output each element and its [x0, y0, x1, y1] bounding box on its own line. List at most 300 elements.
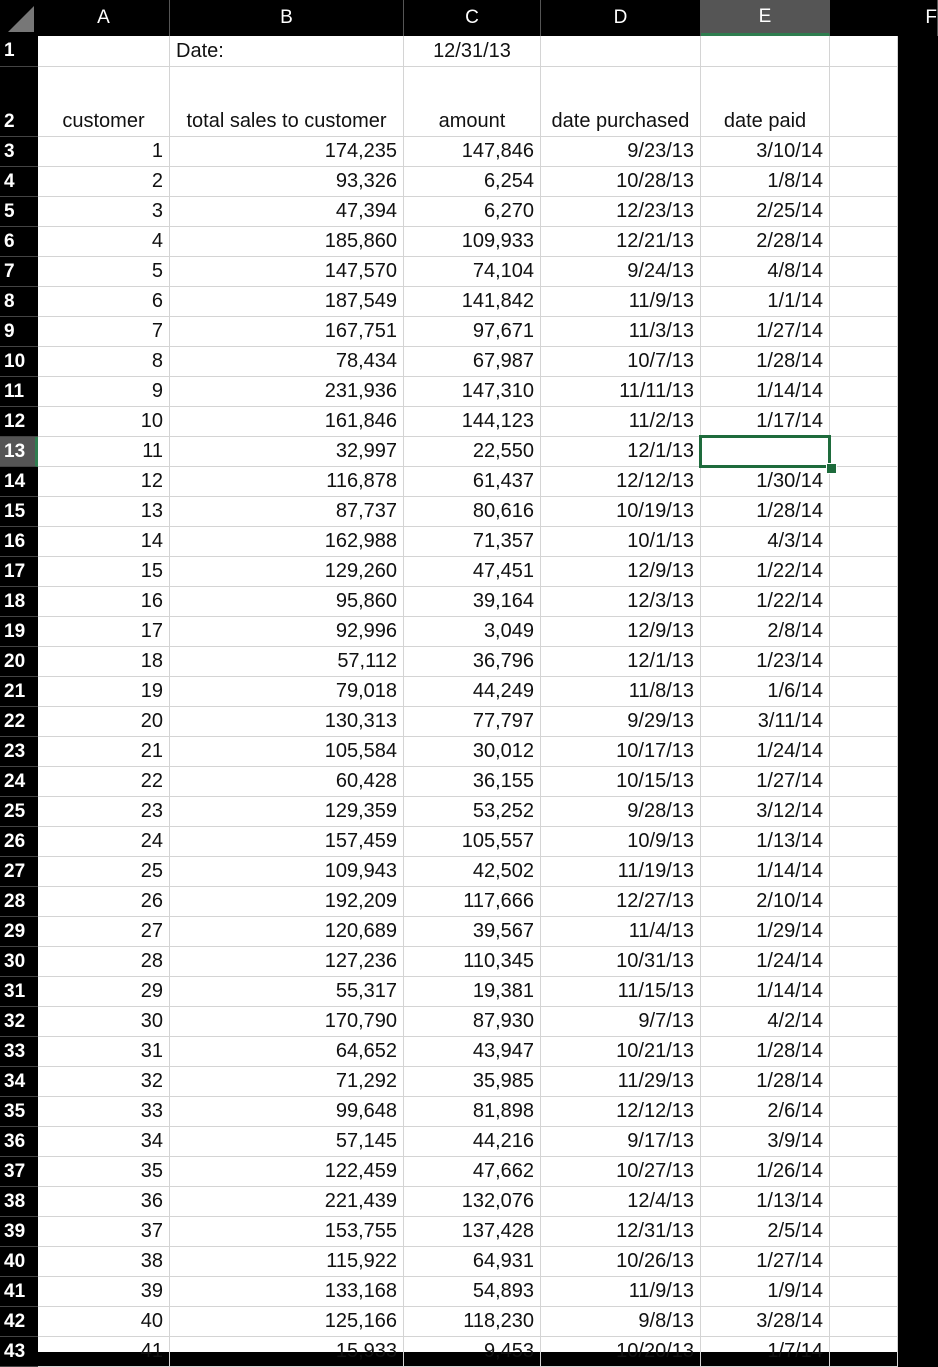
row-header-10[interactable]: 10: [0, 347, 38, 377]
data-cell[interactable]: 36,155: [404, 767, 541, 797]
data-cell[interactable]: 23: [38, 797, 170, 827]
data-cell[interactable]: 2: [38, 167, 170, 197]
data-cell[interactable]: 153,755: [170, 1217, 404, 1247]
data-cell[interactable]: 5: [38, 257, 170, 287]
cell[interactable]: [830, 1187, 898, 1217]
row-header-19[interactable]: 19: [0, 617, 38, 647]
row-header-36[interactable]: 36: [0, 1127, 38, 1157]
row-header-20[interactable]: 20: [0, 647, 38, 677]
data-cell[interactable]: 35,985: [404, 1067, 541, 1097]
data-cell[interactable]: 10/31/13: [541, 947, 701, 977]
data-cell[interactable]: 78,434: [170, 347, 404, 377]
row-header-31[interactable]: 31: [0, 977, 38, 1007]
cell[interactable]: [830, 737, 898, 767]
column-header-d[interactable]: D: [541, 0, 701, 36]
data-cell[interactable]: 125,166: [170, 1307, 404, 1337]
data-cell[interactable]: 221,439: [170, 1187, 404, 1217]
data-cell[interactable]: 44,249: [404, 677, 541, 707]
cell[interactable]: [830, 467, 898, 497]
data-cell[interactable]: 29: [38, 977, 170, 1007]
data-cell[interactable]: 11/9/13: [541, 287, 701, 317]
row-header-37[interactable]: 37: [0, 1157, 38, 1187]
cell[interactable]: [830, 947, 898, 977]
cell[interactable]: [38, 36, 170, 67]
data-cell[interactable]: 133,168: [170, 1277, 404, 1307]
row-header-17[interactable]: 17: [0, 557, 38, 587]
fill-handle[interactable]: [826, 463, 837, 474]
data-cell[interactable]: 10/1/13: [541, 527, 701, 557]
data-cell[interactable]: 157,459: [170, 827, 404, 857]
data-cell[interactable]: 10/27/13: [541, 1157, 701, 1187]
data-cell[interactable]: 9: [38, 377, 170, 407]
cell[interactable]: [830, 707, 898, 737]
data-cell[interactable]: 118,230: [404, 1307, 541, 1337]
data-cell[interactable]: 38: [38, 1247, 170, 1277]
data-cell[interactable]: 11/8/13: [541, 677, 701, 707]
data-cell[interactable]: 32,997: [170, 437, 404, 467]
data-cell[interactable]: 144,123: [404, 407, 541, 437]
data-cell[interactable]: 42,502: [404, 857, 541, 887]
row-header-4[interactable]: 4: [0, 167, 38, 197]
data-cell[interactable]: 1/9/14: [701, 1277, 830, 1307]
data-cell[interactable]: 12/12/13: [541, 467, 701, 497]
data-cell[interactable]: 1/30/14: [701, 467, 830, 497]
data-cell[interactable]: 10/21/13: [541, 1037, 701, 1067]
data-cell[interactable]: 64,652: [170, 1037, 404, 1067]
data-cell[interactable]: 7: [38, 317, 170, 347]
data-cell[interactable]: 71,292: [170, 1067, 404, 1097]
data-cell[interactable]: 105,584: [170, 737, 404, 767]
data-cell[interactable]: 2/28/14: [701, 227, 830, 257]
data-cell[interactable]: 11/4/13: [541, 917, 701, 947]
data-cell[interactable]: 2/8/14: [701, 617, 830, 647]
cell[interactable]: [830, 287, 898, 317]
data-cell[interactable]: 57,112: [170, 647, 404, 677]
data-cell[interactable]: 1/26/14: [701, 1157, 830, 1187]
data-cell[interactable]: 117,666: [404, 887, 541, 917]
data-cell[interactable]: 15,933: [170, 1337, 404, 1367]
data-cell[interactable]: 11: [38, 437, 170, 467]
cell[interactable]: [830, 977, 898, 1007]
data-cell[interactable]: 141,842: [404, 287, 541, 317]
cell[interactable]: [830, 677, 898, 707]
column-title-cell[interactable]: total sales to customer: [170, 67, 404, 137]
row-header-41[interactable]: 41: [0, 1277, 38, 1307]
data-cell[interactable]: 1/28/14: [701, 1037, 830, 1067]
data-cell[interactable]: 1/13/14: [701, 1187, 830, 1217]
column-header-a[interactable]: A: [38, 0, 170, 36]
column-header-c[interactable]: C: [404, 0, 541, 36]
cell[interactable]: [830, 36, 898, 67]
data-cell[interactable]: 57,145: [170, 1127, 404, 1157]
data-cell[interactable]: 77,797: [404, 707, 541, 737]
data-cell[interactable]: 12/27/13: [541, 887, 701, 917]
cell[interactable]: [830, 1067, 898, 1097]
cell[interactable]: [830, 557, 898, 587]
cell[interactable]: [830, 1097, 898, 1127]
row-header-11[interactable]: 11: [0, 377, 38, 407]
data-cell[interactable]: 11/2/13: [541, 407, 701, 437]
data-cell[interactable]: 2/10/14: [701, 887, 830, 917]
data-cell[interactable]: 122,459: [170, 1157, 404, 1187]
data-cell[interactable]: 36: [38, 1187, 170, 1217]
data-cell[interactable]: 18: [38, 647, 170, 677]
data-cell[interactable]: 11/9/13: [541, 1277, 701, 1307]
data-cell[interactable]: 1/14/14: [701, 977, 830, 1007]
cell[interactable]: [830, 767, 898, 797]
data-cell[interactable]: 41: [38, 1337, 170, 1367]
cell[interactable]: [830, 437, 898, 467]
row-header-38[interactable]: 38: [0, 1187, 38, 1217]
data-cell[interactable]: 4/2/14: [701, 1007, 830, 1037]
data-cell[interactable]: 10/7/13: [541, 347, 701, 377]
data-cell[interactable]: 47,451: [404, 557, 541, 587]
row-header-27[interactable]: 27: [0, 857, 38, 887]
data-cell[interactable]: 95,860: [170, 587, 404, 617]
data-cell[interactable]: 10/20/13: [541, 1337, 701, 1367]
data-cell[interactable]: 129,260: [170, 557, 404, 587]
data-cell[interactable]: 132,076: [404, 1187, 541, 1217]
data-cell[interactable]: 2/6/14: [701, 1097, 830, 1127]
data-cell[interactable]: 28: [38, 947, 170, 977]
data-cell[interactable]: 116,878: [170, 467, 404, 497]
cell[interactable]: [830, 377, 898, 407]
row-header-33[interactable]: 33: [0, 1037, 38, 1067]
data-cell[interactable]: 127,236: [170, 947, 404, 977]
cell[interactable]: [830, 137, 898, 167]
data-cell[interactable]: 1/24/14: [701, 737, 830, 767]
row-header-34[interactable]: 34: [0, 1067, 38, 1097]
data-cell[interactable]: 1/14/14: [701, 857, 830, 887]
data-cell[interactable]: 1/24/14: [701, 947, 830, 977]
data-cell[interactable]: 9/28/13: [541, 797, 701, 827]
cell[interactable]: [830, 1307, 898, 1337]
data-cell[interactable]: 53,252: [404, 797, 541, 827]
data-cell[interactable]: 10/26/13: [541, 1247, 701, 1277]
data-cell[interactable]: 1/29/14: [701, 917, 830, 947]
data-cell[interactable]: 1/23/14: [701, 647, 830, 677]
data-cell[interactable]: 231,936: [170, 377, 404, 407]
cell[interactable]: [830, 617, 898, 647]
data-cell[interactable]: 1/8/14: [701, 167, 830, 197]
data-cell[interactable]: 192,209: [170, 887, 404, 917]
data-cell[interactable]: 30,012: [404, 737, 541, 767]
data-cell[interactable]: 64,931: [404, 1247, 541, 1277]
active-cell-selection[interactable]: [699, 435, 831, 468]
data-cell[interactable]: 3/10/14: [701, 137, 830, 167]
data-cell[interactable]: 11/3/13: [541, 317, 701, 347]
data-cell[interactable]: 3/28/14: [701, 1307, 830, 1337]
data-cell[interactable]: 1/27/14: [701, 317, 830, 347]
data-cell[interactable]: 2/5/14: [701, 1217, 830, 1247]
cell[interactable]: [830, 497, 898, 527]
data-cell[interactable]: 1/28/14: [701, 497, 830, 527]
row-header-40[interactable]: 40: [0, 1247, 38, 1277]
data-cell[interactable]: 185,860: [170, 227, 404, 257]
data-cell[interactable]: 24: [38, 827, 170, 857]
data-cell[interactable]: 1/22/14: [701, 557, 830, 587]
data-cell[interactable]: 1/7/14: [701, 1337, 830, 1367]
data-cell[interactable]: 99,648: [170, 1097, 404, 1127]
row-header-12[interactable]: 12: [0, 407, 38, 437]
cell[interactable]: [830, 1127, 898, 1157]
cell[interactable]: [830, 1007, 898, 1037]
data-cell[interactable]: 10/9/13: [541, 827, 701, 857]
row-header-5[interactable]: 5: [0, 197, 38, 227]
data-cell[interactable]: 92,996: [170, 617, 404, 647]
row-header-3[interactable]: 3: [0, 137, 38, 167]
row-header-28[interactable]: 28: [0, 887, 38, 917]
data-cell[interactable]: 9,453: [404, 1337, 541, 1367]
data-cell[interactable]: 105,557: [404, 827, 541, 857]
data-cell[interactable]: 4: [38, 227, 170, 257]
data-cell[interactable]: 8: [38, 347, 170, 377]
cell[interactable]: [830, 67, 898, 137]
data-cell[interactable]: 12/12/13: [541, 1097, 701, 1127]
cell[interactable]: [541, 36, 701, 67]
data-cell[interactable]: 174,235: [170, 137, 404, 167]
data-cell[interactable]: 17: [38, 617, 170, 647]
row-header-18[interactable]: 18: [0, 587, 38, 617]
data-cell[interactable]: 1/17/14: [701, 407, 830, 437]
data-cell[interactable]: 11/15/13: [541, 977, 701, 1007]
data-cell[interactable]: 109,943: [170, 857, 404, 887]
cell[interactable]: [830, 857, 898, 887]
data-cell[interactable]: 34: [38, 1127, 170, 1157]
data-cell[interactable]: 109,933: [404, 227, 541, 257]
cell[interactable]: [830, 347, 898, 377]
data-cell[interactable]: 93,326: [170, 167, 404, 197]
data-cell[interactable]: 12/31/13: [541, 1217, 701, 1247]
data-cell[interactable]: 16: [38, 587, 170, 617]
data-cell[interactable]: 9/23/13: [541, 137, 701, 167]
data-cell[interactable]: 147,310: [404, 377, 541, 407]
data-cell[interactable]: 19: [38, 677, 170, 707]
column-header-b[interactable]: B: [170, 0, 404, 36]
row-header-32[interactable]: 32: [0, 1007, 38, 1037]
cell[interactable]: [830, 647, 898, 677]
data-cell[interactable]: 12/1/13: [541, 647, 701, 677]
data-cell[interactable]: 1/27/14: [701, 1247, 830, 1277]
row-header-14[interactable]: 14: [0, 467, 38, 497]
data-cell[interactable]: 43,947: [404, 1037, 541, 1067]
cell[interactable]: [830, 887, 898, 917]
data-cell[interactable]: 81,898: [404, 1097, 541, 1127]
cell[interactable]: [830, 407, 898, 437]
cell[interactable]: [701, 36, 830, 67]
column-header-f[interactable]: F: [830, 0, 938, 36]
cell[interactable]: [830, 827, 898, 857]
row-header-1[interactable]: 1: [0, 36, 38, 67]
cell[interactable]: [830, 1217, 898, 1247]
data-cell[interactable]: 9/7/13: [541, 1007, 701, 1037]
data-cell[interactable]: 11/11/13: [541, 377, 701, 407]
row-header-9[interactable]: 9: [0, 317, 38, 347]
data-cell[interactable]: 21: [38, 737, 170, 767]
row-header-42[interactable]: 42: [0, 1307, 38, 1337]
data-cell[interactable]: 2/25/14: [701, 197, 830, 227]
cell[interactable]: [830, 527, 898, 557]
cell[interactable]: [830, 227, 898, 257]
data-cell[interactable]: 55,317: [170, 977, 404, 1007]
data-cell[interactable]: 87,737: [170, 497, 404, 527]
cell[interactable]: [830, 1277, 898, 1307]
data-cell[interactable]: 1/6/14: [701, 677, 830, 707]
row-header-21[interactable]: 21: [0, 677, 38, 707]
row-header-7[interactable]: 7: [0, 257, 38, 287]
row-header-30[interactable]: 30: [0, 947, 38, 977]
row-header-26[interactable]: 26: [0, 827, 38, 857]
select-all-corner[interactable]: [0, 0, 38, 36]
data-cell[interactable]: 3/12/14: [701, 797, 830, 827]
cell[interactable]: [830, 587, 898, 617]
row-header-29[interactable]: 29: [0, 917, 38, 947]
row-header-23[interactable]: 23: [0, 737, 38, 767]
data-cell[interactable]: 20: [38, 707, 170, 737]
data-cell[interactable]: 22,550: [404, 437, 541, 467]
column-title-cell[interactable]: date purchased: [541, 67, 701, 137]
data-cell[interactable]: 10/17/13: [541, 737, 701, 767]
row-header-8[interactable]: 8: [0, 287, 38, 317]
data-cell[interactable]: 9/17/13: [541, 1127, 701, 1157]
row-header-43[interactable]: 43: [0, 1337, 38, 1367]
data-cell[interactable]: 80,616: [404, 497, 541, 527]
data-cell[interactable]: 3: [38, 197, 170, 227]
data-cell[interactable]: 22: [38, 767, 170, 797]
row-header-15[interactable]: 15: [0, 497, 38, 527]
data-cell[interactable]: 1/28/14: [701, 1067, 830, 1097]
data-cell[interactable]: 44,216: [404, 1127, 541, 1157]
data-cell[interactable]: 79,018: [170, 677, 404, 707]
data-cell[interactable]: 6,254: [404, 167, 541, 197]
data-cell[interactable]: 60,428: [170, 767, 404, 797]
data-cell[interactable]: 1/27/14: [701, 767, 830, 797]
data-cell[interactable]: 1/14/14: [701, 377, 830, 407]
row-header-25[interactable]: 25: [0, 797, 38, 827]
data-cell[interactable]: 97,671: [404, 317, 541, 347]
data-cell[interactable]: 12/23/13: [541, 197, 701, 227]
data-cell[interactable]: 31: [38, 1037, 170, 1067]
data-cell[interactable]: 6: [38, 287, 170, 317]
data-cell[interactable]: 162,988: [170, 527, 404, 557]
data-cell[interactable]: 12/4/13: [541, 1187, 701, 1217]
date-label-cell[interactable]: Date:: [170, 36, 404, 67]
cell[interactable]: [830, 797, 898, 827]
data-cell[interactable]: 187,549: [170, 287, 404, 317]
data-cell[interactable]: 130,313: [170, 707, 404, 737]
data-cell[interactable]: 12/9/13: [541, 557, 701, 587]
data-cell[interactable]: 19,381: [404, 977, 541, 1007]
data-cell[interactable]: 9/8/13: [541, 1307, 701, 1337]
data-cell[interactable]: 1/28/14: [701, 347, 830, 377]
cell[interactable]: [830, 317, 898, 347]
data-cell[interactable]: 115,922: [170, 1247, 404, 1277]
data-cell[interactable]: 147,570: [170, 257, 404, 287]
data-cell[interactable]: 27: [38, 917, 170, 947]
data-cell[interactable]: 167,751: [170, 317, 404, 347]
data-cell[interactable]: 6,270: [404, 197, 541, 227]
data-cell[interactable]: 12/1/13: [541, 437, 701, 467]
data-cell[interactable]: 37: [38, 1217, 170, 1247]
cell[interactable]: [830, 1337, 898, 1367]
data-cell[interactable]: 74,104: [404, 257, 541, 287]
data-cell[interactable]: 11/19/13: [541, 857, 701, 887]
data-cell[interactable]: 1/13/14: [701, 827, 830, 857]
data-cell[interactable]: 12: [38, 467, 170, 497]
cell[interactable]: [830, 1037, 898, 1067]
data-cell[interactable]: 40: [38, 1307, 170, 1337]
row-header-2[interactable]: 2: [0, 67, 38, 137]
column-title-cell[interactable]: amount: [404, 67, 541, 137]
data-cell[interactable]: 1: [38, 137, 170, 167]
data-cell[interactable]: 4/3/14: [701, 527, 830, 557]
column-title-cell[interactable]: date paid: [701, 67, 830, 137]
row-header-16[interactable]: 16: [0, 527, 38, 557]
data-cell[interactable]: 47,662: [404, 1157, 541, 1187]
data-cell[interactable]: 32: [38, 1067, 170, 1097]
data-cell[interactable]: 12/9/13: [541, 617, 701, 647]
data-cell[interactable]: 3/11/14: [701, 707, 830, 737]
data-cell[interactable]: 10: [38, 407, 170, 437]
row-header-6[interactable]: 6: [0, 227, 38, 257]
data-cell[interactable]: 10/19/13: [541, 497, 701, 527]
data-cell[interactable]: 9/24/13: [541, 257, 701, 287]
row-header-22[interactable]: 22: [0, 707, 38, 737]
cell[interactable]: [830, 1157, 898, 1187]
data-cell[interactable]: 54,893: [404, 1277, 541, 1307]
data-cell[interactable]: 14: [38, 527, 170, 557]
row-header-35[interactable]: 35: [0, 1097, 38, 1127]
data-cell[interactable]: 147,846: [404, 137, 541, 167]
data-cell[interactable]: 3,049: [404, 617, 541, 647]
cell[interactable]: [830, 257, 898, 287]
column-header-e[interactable]: E: [701, 0, 830, 36]
row-header-39[interactable]: 39: [0, 1217, 38, 1247]
data-cell[interactable]: 161,846: [170, 407, 404, 437]
cell[interactable]: [830, 197, 898, 227]
data-cell[interactable]: 61,437: [404, 467, 541, 497]
cell[interactable]: [830, 167, 898, 197]
data-cell[interactable]: 71,357: [404, 527, 541, 557]
data-cell[interactable]: 15: [38, 557, 170, 587]
data-cell[interactable]: 4/8/14: [701, 257, 830, 287]
column-title-cell[interactable]: customer: [38, 67, 170, 137]
data-cell[interactable]: 12/21/13: [541, 227, 701, 257]
data-cell[interactable]: 39,164: [404, 587, 541, 617]
data-cell[interactable]: 110,345: [404, 947, 541, 977]
data-cell[interactable]: 25: [38, 857, 170, 887]
data-cell[interactable]: 39,567: [404, 917, 541, 947]
data-cell[interactable]: 9/29/13: [541, 707, 701, 737]
data-cell[interactable]: 12/3/13: [541, 587, 701, 617]
data-cell[interactable]: 120,689: [170, 917, 404, 947]
data-cell[interactable]: 33: [38, 1097, 170, 1127]
data-cell[interactable]: 10/15/13: [541, 767, 701, 797]
data-cell[interactable]: 129,359: [170, 797, 404, 827]
data-cell[interactable]: 36,796: [404, 647, 541, 677]
data-cell[interactable]: 30: [38, 1007, 170, 1037]
data-cell[interactable]: 11/29/13: [541, 1067, 701, 1097]
data-cell[interactable]: 170,790: [170, 1007, 404, 1037]
data-cell[interactable]: 87,930: [404, 1007, 541, 1037]
data-cell[interactable]: 26: [38, 887, 170, 917]
data-cell[interactable]: 10/28/13: [541, 167, 701, 197]
data-cell[interactable]: 47,394: [170, 197, 404, 227]
data-cell[interactable]: 67,987: [404, 347, 541, 377]
report-date-cell[interactable]: 12/31/13: [404, 36, 541, 67]
cell[interactable]: [830, 1247, 898, 1277]
data-cell[interactable]: 13: [38, 497, 170, 527]
